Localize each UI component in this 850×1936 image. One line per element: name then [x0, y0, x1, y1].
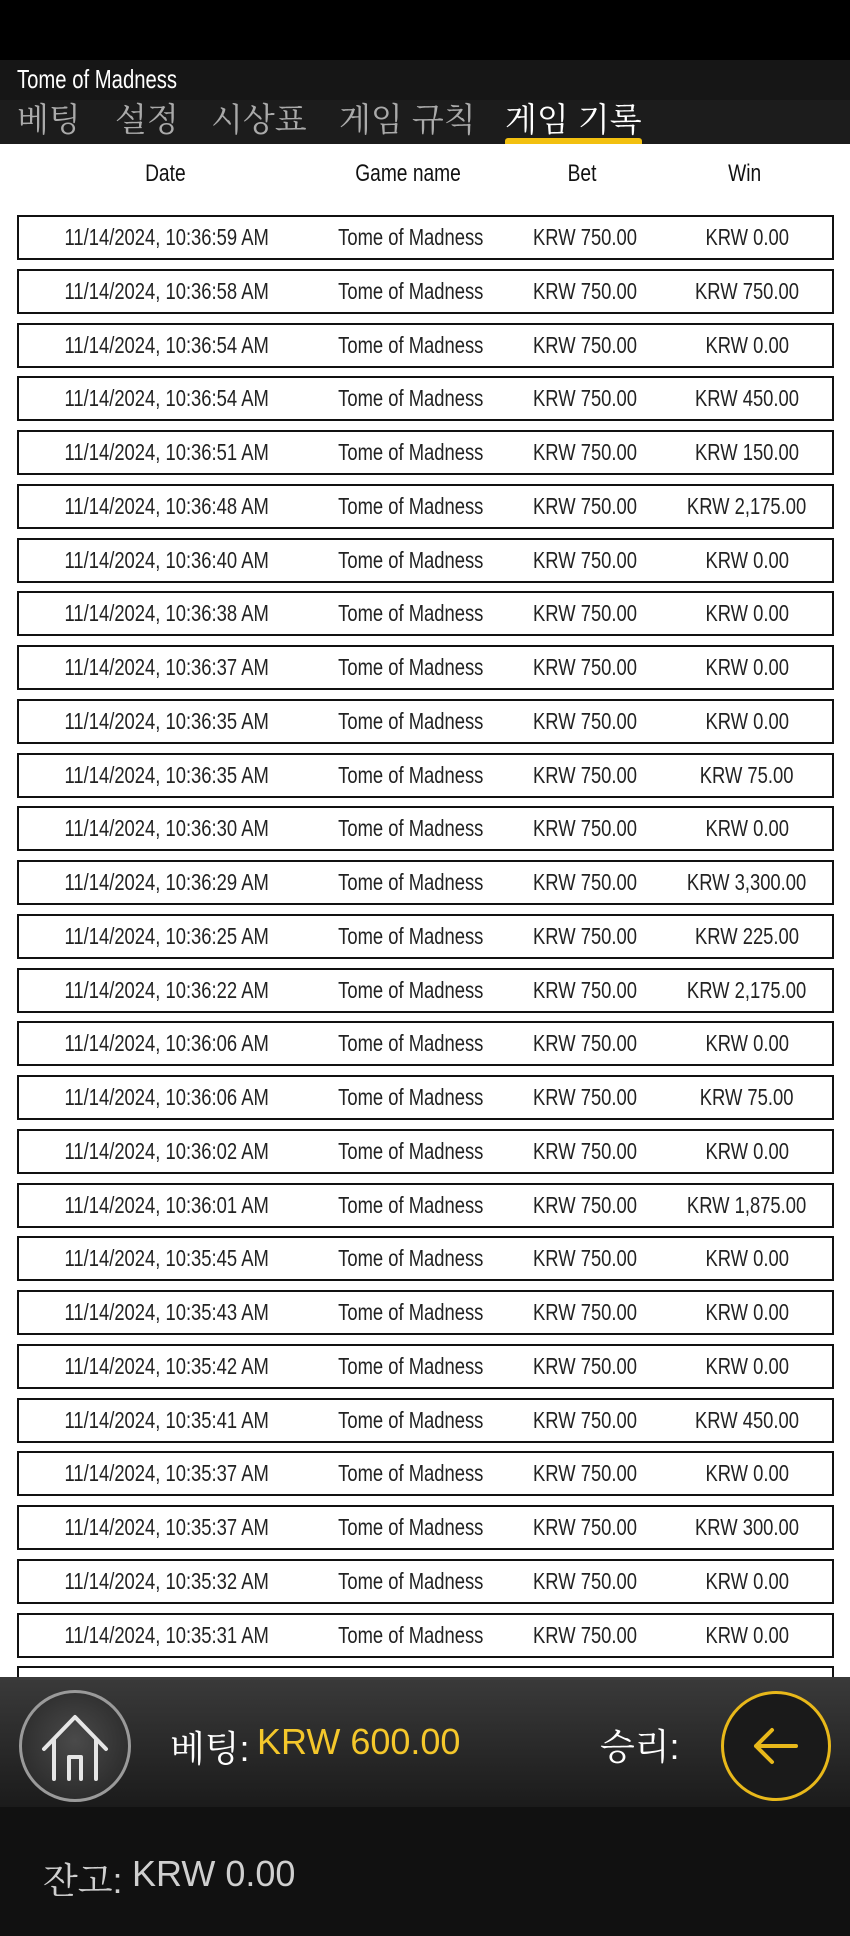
row-win: KRW 2,175.00	[687, 493, 807, 519]
tab-paytable[interactable]: 시상표	[211, 101, 307, 138]
win-label: 승리:	[600, 1726, 680, 1767]
row-bet: KRW 750.00	[532, 1084, 637, 1110]
row-win: KRW 0.00	[705, 1568, 789, 1594]
control-bar	[0, 1677, 850, 1807]
row-game-name: Tome of Madness	[337, 439, 484, 465]
row-date: 11/14/2024, 10:36:25 AM	[64, 923, 269, 949]
tab-betting[interactable]: 베팅	[17, 101, 81, 138]
table-row	[17, 430, 834, 475]
row-game-name: Tome of Madness	[337, 600, 484, 626]
home-icon	[22, 1693, 128, 1799]
table-row	[17, 914, 834, 959]
back-button[interactable]	[721, 1691, 831, 1801]
bet-label: 베팅:	[170, 1728, 250, 1769]
row-bet: KRW 750.00	[532, 1138, 637, 1164]
table-row	[17, 1559, 834, 1604]
row-win: KRW 0.00	[705, 654, 789, 680]
row-bet: KRW 750.00	[532, 547, 637, 573]
row-win: KRW 450.00	[694, 1407, 799, 1433]
balance-bar	[0, 1807, 850, 1936]
row-bet: KRW 750.00	[532, 708, 637, 734]
row-game-name: Tome of Madness	[337, 547, 484, 573]
row-bet: KRW 750.00	[532, 439, 637, 465]
row-game-name: Tome of Madness	[337, 1568, 484, 1594]
row-game-name: Tome of Madness	[337, 385, 484, 411]
row-win: KRW 2,175.00	[687, 977, 807, 1003]
row-game-name: Tome of Madness	[337, 815, 484, 841]
row-date: 11/14/2024, 10:36:54 AM	[64, 332, 269, 358]
history-panel[interactable]	[0, 144, 850, 1677]
table-row	[17, 645, 834, 690]
arrow-left-icon	[724, 1694, 828, 1798]
row-bet: KRW 750.00	[532, 600, 637, 626]
row-bet: KRW 750.00	[532, 762, 637, 788]
row-bet: KRW 750.00	[532, 493, 637, 519]
row-bet: KRW 750.00	[532, 1353, 637, 1379]
row-win: KRW 0.00	[705, 815, 789, 841]
row-win: KRW 75.00	[700, 1084, 794, 1110]
row-win: KRW 0.00	[705, 1622, 789, 1648]
row-win: KRW 0.00	[705, 1030, 789, 1056]
row-game-name: Tome of Madness	[337, 869, 484, 895]
table-row	[17, 1021, 834, 1066]
row-date: 11/14/2024, 10:36:35 AM	[64, 708, 269, 734]
row-game-name: Tome of Madness	[337, 1407, 484, 1433]
title-bar	[0, 60, 850, 100]
table-row	[17, 323, 834, 368]
tab-game-history[interactable]: 게임 기록	[505, 100, 642, 144]
row-date: 11/14/2024, 10:35:42 AM	[64, 1353, 269, 1379]
row-date: 11/14/2024, 10:36:22 AM	[64, 977, 269, 1003]
row-game-name: Tome of Madness	[337, 654, 484, 680]
table-row	[17, 1290, 834, 1335]
game-title: Tome of Madness	[17, 64, 178, 94]
row-date: 11/14/2024, 10:36:29 AM	[64, 869, 269, 895]
row-date: 11/14/2024, 10:36:48 AM	[64, 493, 269, 519]
row-game-name: Tome of Madness	[337, 1299, 484, 1325]
balance-label: 잔고:	[43, 1860, 123, 1901]
row-win: KRW 0.00	[705, 1138, 789, 1164]
row-bet: KRW 750.00	[532, 1460, 637, 1486]
row-win: KRW 750.00	[694, 278, 799, 304]
row-win: KRW 75.00	[700, 762, 794, 788]
row-game-name: Tome of Madness	[337, 1514, 484, 1540]
table-row	[17, 1451, 834, 1496]
row-date: 11/14/2024, 10:35:31 AM	[64, 1622, 269, 1648]
row-bet: KRW 750.00	[532, 1622, 637, 1648]
row-bet: KRW 750.00	[532, 869, 637, 895]
row-win: KRW 0.00	[705, 1460, 789, 1486]
row-win: KRW 225.00	[694, 923, 799, 949]
row-game-name: Tome of Madness	[337, 278, 484, 304]
table-row	[17, 753, 834, 798]
table-row	[17, 1344, 834, 1389]
column-header-bet: Bet	[568, 160, 597, 187]
row-win: KRW 0.00	[705, 600, 789, 626]
column-header-date: Date	[144, 160, 186, 187]
row-date: 11/14/2024, 10:36:37 AM	[64, 654, 269, 680]
row-bet: KRW 750.00	[532, 815, 637, 841]
row-date: 11/14/2024, 10:36:06 AM	[64, 1030, 269, 1056]
row-win: KRW 0.00	[705, 1245, 789, 1271]
column-header-win: Win	[728, 160, 762, 187]
row-win: KRW 3,300.00	[687, 869, 807, 895]
row-game-name: Tome of Madness	[337, 977, 484, 1003]
row-game-name: Tome of Madness	[337, 762, 484, 788]
row-game-name: Tome of Madness	[337, 708, 484, 734]
row-game-name: Tome of Madness	[337, 1192, 484, 1218]
table-row	[17, 269, 834, 314]
table-row	[17, 860, 834, 905]
table-row	[17, 215, 834, 260]
row-date: 11/14/2024, 10:36:54 AM	[64, 385, 269, 411]
row-game-name: Tome of Madness	[337, 923, 484, 949]
row-win: KRW 300.00	[694, 1514, 799, 1540]
row-win: KRW 0.00	[705, 224, 789, 250]
row-date: 11/14/2024, 10:35:37 AM	[64, 1514, 269, 1540]
table-row	[17, 1129, 834, 1174]
table-row	[17, 968, 834, 1013]
row-date: 11/14/2024, 10:36:59 AM	[64, 224, 269, 250]
row-bet: KRW 750.00	[532, 654, 637, 680]
status-bar	[0, 0, 850, 60]
row-date: 11/14/2024, 10:36:51 AM	[64, 439, 269, 465]
table-row	[17, 1613, 834, 1658]
table-row	[17, 1183, 834, 1228]
row-bet: KRW 750.00	[532, 1568, 637, 1594]
row-game-name: Tome of Madness	[337, 332, 484, 358]
row-bet: KRW 750.00	[532, 278, 637, 304]
row-win: KRW 0.00	[705, 1299, 789, 1325]
table-row	[17, 376, 834, 421]
table-row	[17, 1505, 834, 1550]
row-win: KRW 450.00	[694, 385, 799, 411]
row-bet: KRW 750.00	[532, 332, 637, 358]
row-date: 11/14/2024, 10:36:35 AM	[64, 762, 269, 788]
row-bet: KRW 750.00	[532, 1299, 637, 1325]
row-date: 11/14/2024, 10:35:45 AM	[64, 1245, 269, 1271]
home-button[interactable]	[19, 1690, 131, 1802]
row-game-name: Tome of Madness	[337, 1030, 484, 1056]
row-win: KRW 0.00	[705, 1353, 789, 1379]
row-game-name: Tome of Madness	[337, 224, 484, 250]
table-header	[0, 144, 850, 206]
row-game-name: Tome of Madness	[337, 1460, 484, 1486]
tab-settings[interactable]: 설정	[115, 101, 179, 138]
row-game-name: Tome of Madness	[337, 1353, 484, 1379]
table-row	[17, 1666, 834, 1677]
table-row	[17, 591, 834, 636]
row-bet: KRW 750.00	[532, 385, 637, 411]
row-date: 11/14/2024, 10:36:01 AM	[64, 1192, 269, 1218]
row-date: 11/14/2024, 10:36:02 AM	[64, 1138, 269, 1164]
row-game-name: Tome of Madness	[337, 1138, 484, 1164]
row-bet: KRW 750.00	[532, 1407, 637, 1433]
row-win: KRW 0.00	[705, 708, 789, 734]
column-header-game-name: Game name	[355, 160, 462, 187]
row-game-name: Tome of Madness	[337, 1084, 484, 1110]
row-game-name: Tome of Madness	[337, 1245, 484, 1271]
row-bet: KRW 750.00	[532, 1514, 637, 1540]
row-bet: KRW 750.00	[532, 977, 637, 1003]
row-date: 11/14/2024, 10:35:43 AM	[64, 1299, 269, 1325]
row-date: 11/14/2024, 10:35:41 AM	[64, 1407, 269, 1433]
row-date: 11/14/2024, 10:35:37 AM	[64, 1460, 269, 1486]
row-date: 11/14/2024, 10:36:30 AM	[64, 815, 269, 841]
row-win: KRW 0.00	[705, 547, 789, 573]
row-date: 11/14/2024, 10:36:58 AM	[64, 278, 269, 304]
row-date: 11/14/2024, 10:36:06 AM	[64, 1084, 269, 1110]
row-bet: KRW 750.00	[532, 1192, 637, 1218]
row-date: 11/14/2024, 10:35:32 AM	[64, 1568, 269, 1594]
table-row	[17, 538, 834, 583]
row-bet: KRW 750.00	[532, 923, 637, 949]
row-date: 11/14/2024, 10:36:40 AM	[64, 547, 269, 573]
table-row	[17, 484, 834, 529]
balance-value: KRW 0.00	[132, 1853, 296, 1894]
tab-game-rules[interactable]: 게임 규칙	[339, 101, 476, 138]
row-win: KRW 1,875.00	[687, 1192, 807, 1218]
row-bet: KRW 750.00	[532, 224, 637, 250]
row-game-name: Tome of Madness	[337, 1622, 484, 1648]
row-game-name: Tome of Madness	[337, 493, 484, 519]
table-row	[17, 1398, 834, 1443]
row-bet: KRW 750.00	[532, 1245, 637, 1271]
table-row	[17, 1075, 834, 1120]
row-win: KRW 150.00	[694, 439, 799, 465]
table-row	[17, 1236, 834, 1281]
row-win: KRW 0.00	[705, 332, 789, 358]
row-date: 11/14/2024, 10:36:38 AM	[64, 600, 269, 626]
row-bet: KRW 750.00	[532, 1030, 637, 1056]
table-row	[17, 806, 834, 851]
tab-bar	[0, 100, 850, 144]
bet-value: KRW 600.00	[257, 1721, 461, 1762]
table-row	[17, 699, 834, 744]
